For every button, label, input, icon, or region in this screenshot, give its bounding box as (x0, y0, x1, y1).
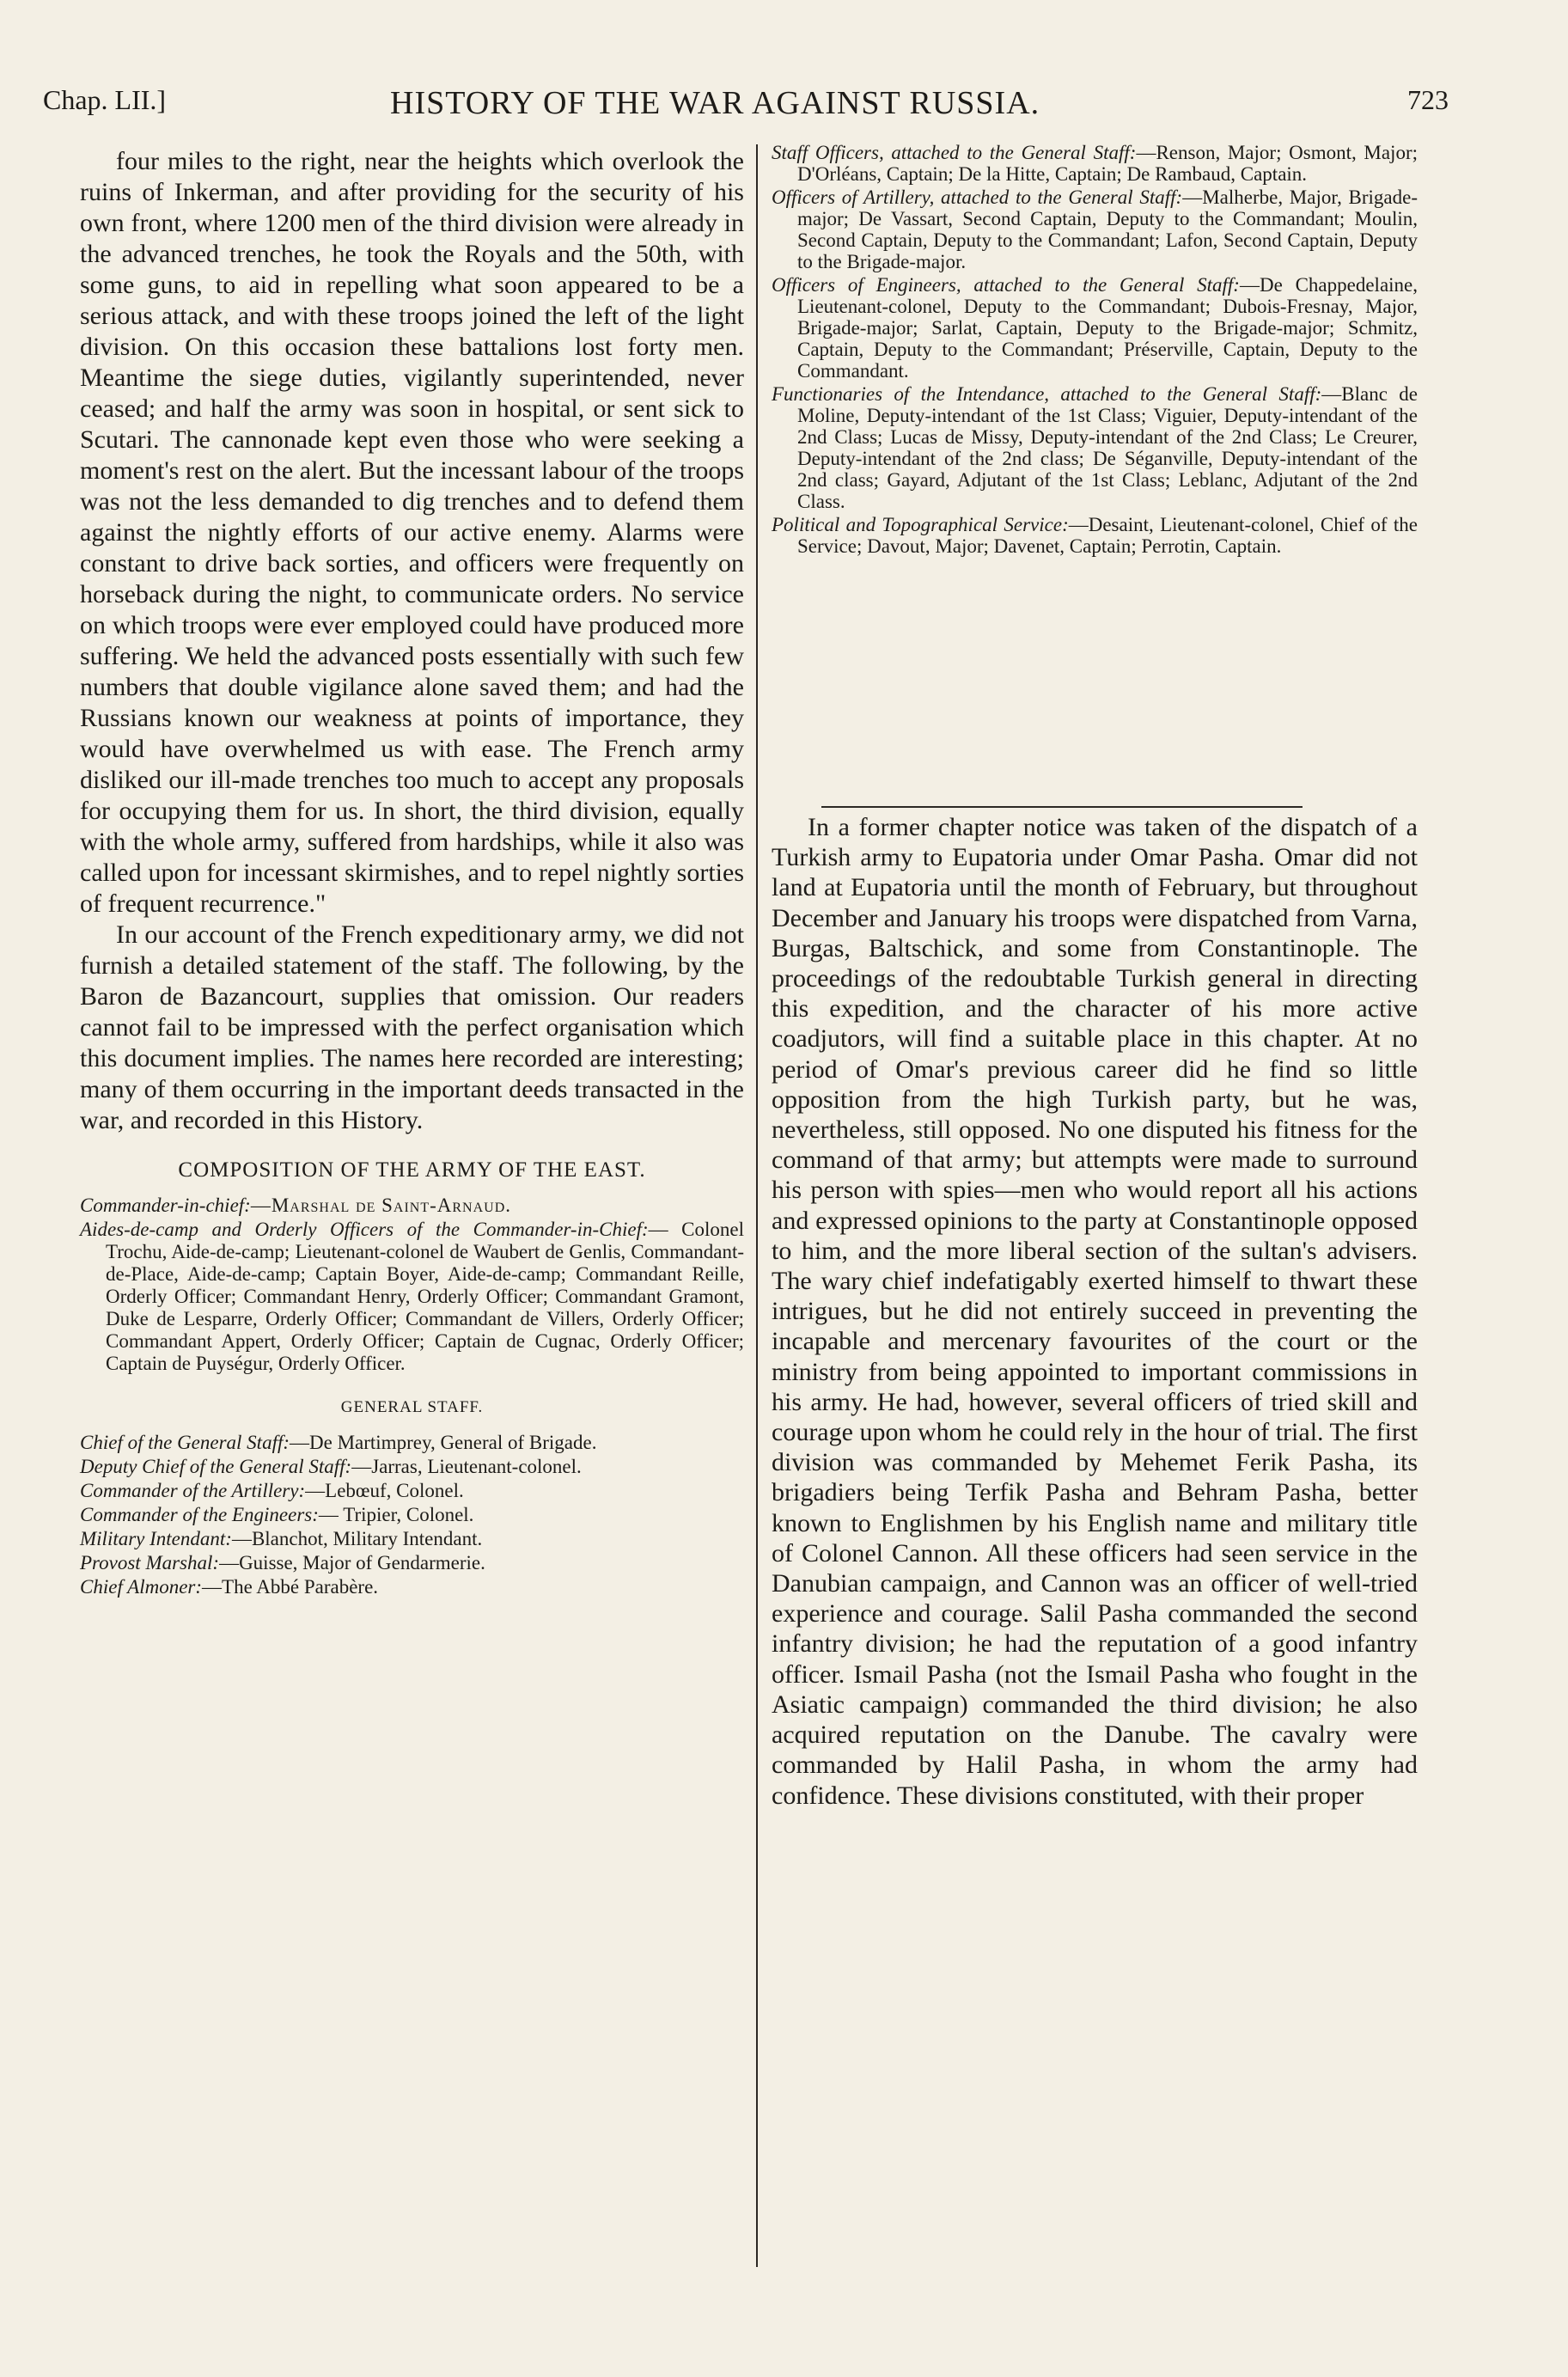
entry-text: — Tripier, Colonel. (318, 1504, 474, 1525)
entry-text: —De Chappedelaine, Lieutenant-colonel, Deputy to the Commandant; Dubois-Fresnay, Major, Brigade-major; Sarlat, Captain, Deputy to the Brigade-major; Schmitz, Captain, Deputy to the Commandant; Préserville, Captain, Deputy to the Commandant. (797, 274, 1418, 382)
staff-entry (80, 1456, 744, 1478)
entry-label: Commander-in-chief: (80, 1195, 251, 1216)
entry-text: —Blanchot, Military Intendant. (231, 1528, 483, 1549)
composition-heading: COMPOSITION OF THE ARMY OF THE EAST. (178, 1158, 646, 1182)
right-body-text (772, 812, 1418, 1811)
entry-text: —Desaint, Lieutenant-colonel, Chief of the Service; Davout, Major; Davenet, Captain; Perrotin, Captain. (797, 514, 1418, 557)
entry-label: Officers of Engineers, attached to the General Staff: (772, 274, 1240, 296)
entry-label: Chief Almoner: (80, 1576, 203, 1598)
entry-label: Aides-de-camp and Orderly Officers of the Commander-in-Chief: (80, 1219, 649, 1240)
left-column (80, 146, 744, 1600)
right-column (772, 142, 1418, 1810)
entry-label: Chief of the General Staff: (80, 1432, 290, 1453)
body-paragraph: In our account of the French expeditionary army, we did not furnish a detailed statement of the staff. The following, by the Baron de Bazancourt, supplies that omission. Our readers cannot fail to be impressed with the perfect organisation which this document implies. The names here recorded are interesting; many of them occurring in the important deeds transacted in the war, and recorded in this History. (80, 920, 744, 1134)
entry-text: —Renson, Major; Osmont, Major; D'Orléans, Captain; De la Hitte, Captain; De Rambaud, Captain. (797, 142, 1418, 185)
section-rule (821, 806, 1303, 808)
staff-entry (772, 383, 1418, 512)
entry-label: Deputy Chief of the General Staff: (80, 1456, 352, 1477)
entry-text: —Malherbe, Major, Brigade-major; De Vassart, Second Captain, Deputy to the Commandant; Moulin, Second Captain, Deputy to the Commandant; Lafon, Second Captain, Deputy to the Brigade-major. (797, 186, 1418, 272)
entry-text: —Marshal de Saint-Arnaud. (250, 1195, 512, 1216)
entry-label: Military Intendant: (80, 1528, 232, 1549)
entry-text: —Jarras, Lieutenant-colonel. (351, 1456, 582, 1477)
staff-entry (772, 142, 1418, 185)
entry-text: —Guisse, Major of Gendarmerie. (219, 1552, 485, 1573)
entry-label: Commander of the Artillery: (80, 1480, 306, 1501)
column-divider (756, 144, 758, 2267)
staff-entry (772, 186, 1418, 272)
general-staff-heading: GENERAL STAFF. (340, 1398, 484, 1416)
staff-entry (80, 1528, 744, 1550)
entry-label: Officers of Artillery, attached to the General Staff: (772, 186, 1183, 208)
running-title: HISTORY OF THE WAR AGAINST RUSSIA. (390, 85, 1040, 121)
entry-label: Political and Topographical Service: (772, 514, 1069, 535)
running-header (43, 84, 1449, 136)
entry-label: Provost Marshal: (80, 1552, 220, 1573)
entry-text: —Lebœuf, Colonel. (305, 1480, 464, 1501)
body-paragraph: In a former chapter notice was taken of the dispatch of a Turkish army to Eupatoria under Omar Pasha. Omar did not land at Eupatoria until the month of February, but throughout December and January his troops were dispatched from Varna, Burgas, Baltschick, and some from Constantinople. The proceedings of the redoubtable Turkish general in directing this expedition, and the character of his more active coadjutors, will find a suitable place in this chapter. At no period of Omar's previous career did he find so little opposition from the high Turkish party, but he was, nevertheless, still opposed. No one disputed his fitness for the command of that army; but attempts were made to surround his person with spies—men who would report all his actions and expressed opinions to the party at Constantinople opposed to him, and the more liberal section of the sultan's advisers. The wary chief indefatigably exerted himself to thwart these intrigues, but he did not entirely succeed in preventing the incapable and mercenary favourites of the court or the ministry from being appointed to important commissions in his army. He had, however, several officers of tried skill and courage upon whom he could rely in the hour of trial. The first division was commanded by Mehemet Ferik Pasha, its brigadiers being Terfik Pasha and Behram Pasha, better known to Englishmen by his English name and military title of Colonel Cannon. All these officers had seen service in the Danubian campaign, and Cannon was an officer of well-tried experience and courage. Salil Pasha commanded the second infantry division; he had the reputation of a good infantry officer. Ismail Pasha (not the Ismail Pasha who fought in the Asiatic campaign) commanded the third division; he also acquired reputation on the Danube. The cavalry were commanded by Halil Pasha, in whom the army had confidence. These divisions constituted, with their proper (772, 813, 1418, 1810)
chapter-label: Chap. LII.] (43, 84, 167, 115)
entry-text: —Blanc de Moline, Deputy-intendant of the 1st Class; Viguier, Deputy-intendant of the 2nd Class; Lucas de Missy, Deputy-intendant of the 2nd Class; Le Creurer, Deputy-intendant of the 2nd class; De Séganville, Deputy-intendant of the 2nd class; Gayard, Adjutant of the 1st Class; Leblanc, Adjutant of the 2nd Class. (797, 383, 1418, 512)
entry-label: Staff Officers, attached to the General Staff: (772, 142, 1137, 163)
attached-staff-list (772, 142, 1418, 557)
entry-label: Commander of the Engineers: (80, 1504, 319, 1525)
composition-list (80, 1195, 744, 1375)
entry-text: —The Abbé Parabère. (202, 1576, 379, 1598)
entry-label: Functionaries of the Intendance, attached to the General Staff: (772, 383, 1322, 405)
staff-entry (80, 1432, 744, 1454)
staff-entry (80, 1195, 744, 1217)
body-paragraph: four miles to the right, near the heights which overlook the ruins of Inkerman, and after providing for the security of his own front, where 1200 men of the third division were already in the advanced trenches, he took the Royals and the 50th, with some guns, to aid in repelling what soon appeared to be a serious attack, and with these troops joined the left of the light division. On this occasion these battalions lost forty men. Meantime the siege duties, vigilantly superintended, never ceased; and half the army was soon in hospital, or sent sick to Scutari. The cannonade kept even those who were seeking a moment's rest on the alert. But the incessant labour of the troops was not the less demanded to dig trenches and to defend them against the nightly efforts of our active enemy. Alarms were constant to drive back sorties, and officers were frequently on horseback during the night, to communicate orders. No service on which troops were ever employed could have produced more suffering. We held the advanced posts essentially with such few numbers that double vigilance alone saved them; and had the Russians known our weakness at points of importance, they would have overwhelmed us with ease. The French army disliked our ill-made trenches too much to accept any proposals for occupying them for us. In short, the third division, equally with the whole army, suffered from hardships, while it also was called upon for incessant skirmishes, and to repel nightly sorties of frequent recurrence." (80, 147, 744, 918)
page-number: 723 (1407, 84, 1449, 115)
entry-text: — Colonel Trochu, Aide-de-camp; Lieutenant-colonel de Waubert de Genlis, Commandant-de-Place, Aide-de-camp; Captain Boyer, Aide-de-camp; Commandant Reille, Orderly Officer; Commandant Henry, Orderly Officer; Commandant Gramont, Duke de Lesparre, Orderly Officer; Commandant de Villers, Orderly Officer; Commandant Appert, Orderly Officer; Captain de Cugnac, Orderly Officer; Captain de Puységur, Orderly Officer. (106, 1219, 744, 1374)
staff-entry (80, 1504, 744, 1526)
staff-entry (80, 1552, 744, 1574)
general-staff-list (80, 1432, 744, 1598)
staff-entry (80, 1219, 744, 1375)
entry-text: —De Martimprey, General of Brigade. (290, 1432, 597, 1453)
staff-entry (80, 1576, 744, 1598)
staff-entry (80, 1480, 744, 1502)
staff-entry (772, 514, 1418, 557)
staff-entry (772, 274, 1418, 382)
